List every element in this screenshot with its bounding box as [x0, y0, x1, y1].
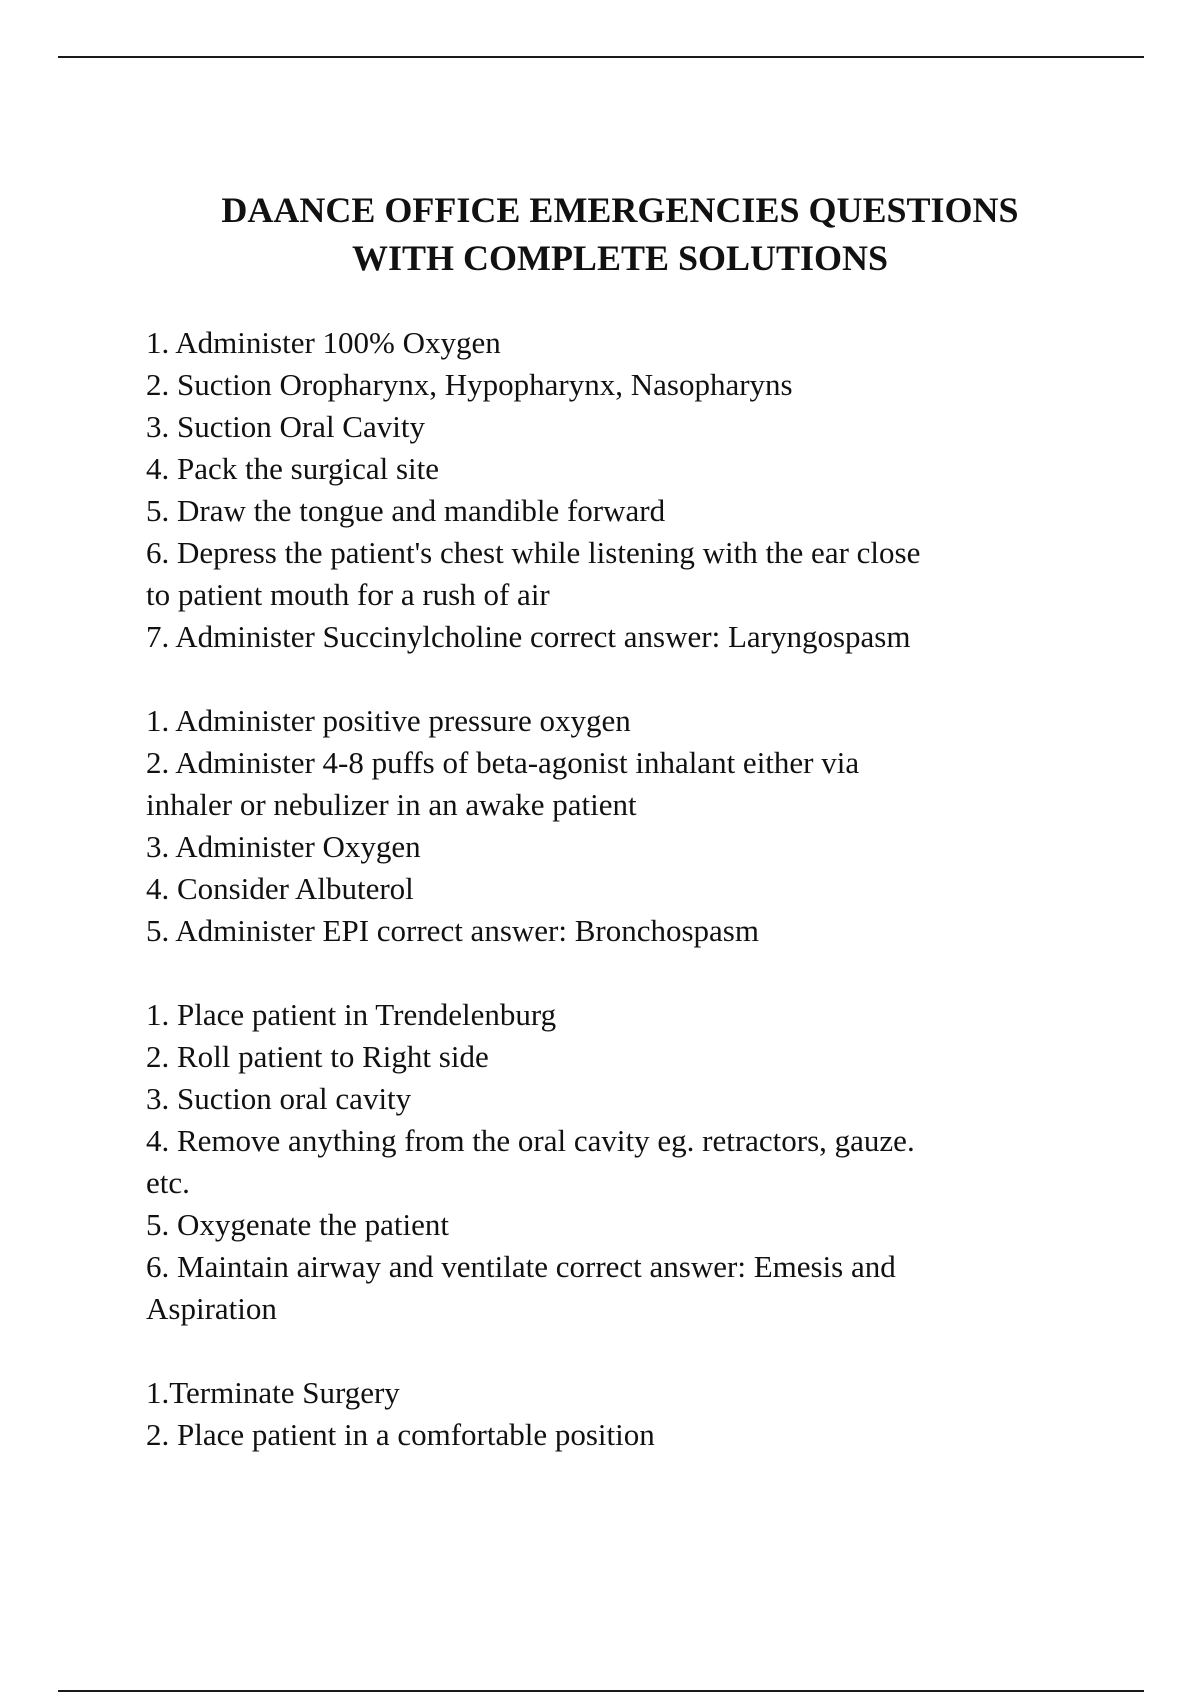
header-rule: [58, 56, 1144, 58]
list-item: 2. Suction Oropharynx, Hypopharynx, Nasopharyns: [146, 367, 793, 402]
list-item: 2. Administer 4-8 puffs of beta-agonist inhalant either via: [146, 745, 860, 780]
list-item: 3. Suction Oral Cavity: [146, 409, 425, 444]
list-item: 3. Suction oral cavity: [146, 1081, 412, 1116]
list-item: 1. Administer positive pressure oxygen: [146, 703, 631, 738]
list-item-continuation: inhaler or nebulizer in an awake patient: [146, 787, 637, 822]
list-item: 5. Administer EPI correct answer: Bronchospasm: [146, 913, 759, 948]
document-body: [146, 322, 1086, 1498]
list-item-continuation: to patient mouth for a rush of air: [146, 577, 550, 612]
list-item: 2. Roll patient to Right side: [146, 1039, 489, 1074]
list-item: 1. Administer 100% Oxygen: [146, 325, 501, 360]
list-item-continuation: Aspiration: [146, 1291, 277, 1326]
answer-block-partial: [146, 1372, 1086, 1456]
list-item-continuation: etc.: [146, 1165, 190, 1200]
list-item: 1. Place patient in Trendelenburg: [146, 997, 557, 1032]
title-line-1: DAANCE OFFICE EMERGENCIES QUESTIONS: [221, 190, 1019, 230]
list-item: 4. Consider Albuterol: [146, 871, 414, 906]
document-title: [100, 186, 1140, 282]
title-line-2: WITH COMPLETE SOLUTIONS: [351, 238, 889, 278]
answer-block-laryngospasm: [146, 322, 1086, 658]
list-item: 4. Pack the surgical site: [146, 451, 440, 486]
list-item: 4. Remove anything from the oral cavity eg. retractors, gauze.: [146, 1123, 915, 1158]
footer-rule: [58, 1690, 1144, 1692]
list-item: 5. Draw the tongue and mandible forward: [146, 493, 666, 528]
list-item: 3. Administer Oxygen: [146, 829, 421, 864]
list-item: 6. Depress the patient's chest while listening with the ear close: [146, 535, 921, 570]
list-item: 6. Maintain airway and ventilate correct answer: Emesis and: [146, 1249, 896, 1284]
answer-block-emesis-aspiration: [146, 994, 1086, 1330]
list-item: 1.Terminate Surgery: [146, 1375, 400, 1410]
list-item: 7. Administer Succinylcholine correct answer: Laryngospasm: [146, 619, 911, 654]
list-item: 2. Place patient in a comfortable position: [146, 1417, 655, 1452]
list-item: 5. Oxygenate the patient: [146, 1207, 450, 1242]
answer-block-bronchospasm: [146, 700, 1086, 952]
